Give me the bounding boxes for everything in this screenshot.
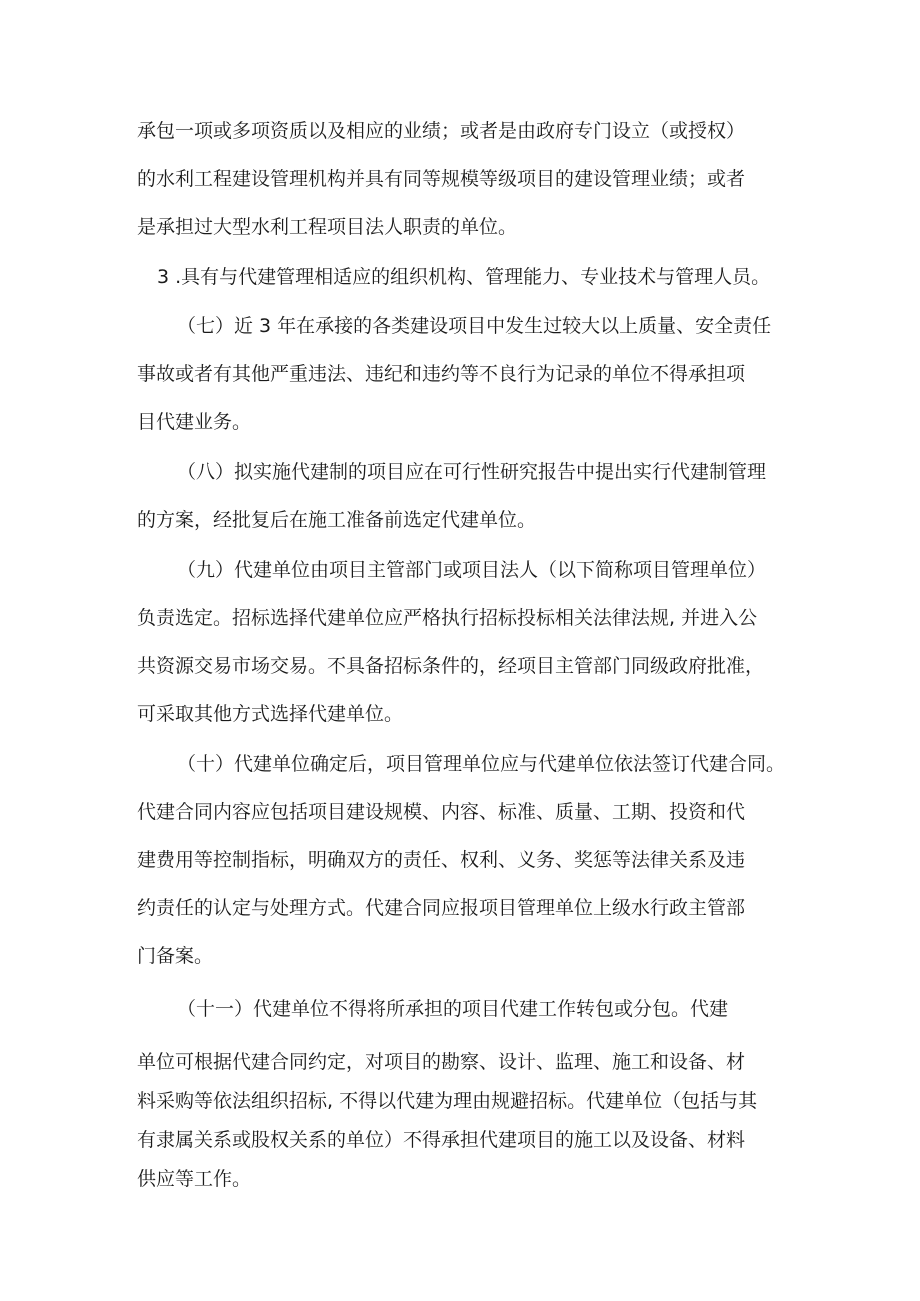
text-line: 目代建业务。	[137, 411, 252, 433]
text-line: 料采购等依法组织招标, 不得以代建为理由规避招标。代建单位（包括与其	[137, 1090, 758, 1112]
text-line: 负责选定。招标选择代建单位应严格执行招标投标相关法律法规, 并进入公	[137, 607, 758, 629]
text-line: 代建合同内容应包括项目建设规模、内容、标准、质量、工期、投资和代	[137, 801, 746, 823]
text-line: 建费用等控制指标，明确双方的责任、权利、义务、奖惩等法律关系及违	[137, 849, 746, 871]
text-line: （九）代建单位由项目主管部门或项目法人（以下简称项目管理单位）	[177, 559, 767, 581]
text-line: 共资源交易市场交易。不具备招标条件的，经项目主管部门同级政府批准，	[137, 655, 765, 677]
text-line: 有隶属关系或股权关系的单位）不得承担代建项目的施工以及设备、材料	[137, 1129, 746, 1151]
text-line: 的水利工程建设管理机构并具有同等规模等级项目的建设管理业绩；或者	[137, 168, 746, 190]
text-line: 承包一项或多项资质以及相应的业绩；或者是由政府专门设立（或授权）	[137, 120, 746, 142]
text-line: 3 .具有与代建管理相适应的组织机构、管理能力、专业技术与管理人员。	[157, 266, 771, 288]
text-line: （十一）代建单位不得将所承担的项目代建工作转包或分包。代建	[177, 998, 729, 1020]
text-line: 供应等工作。	[137, 1168, 252, 1190]
text-line: 约责任的认定与处理方式。代建合同应报项目管理单位上级水行政主管部	[137, 897, 746, 919]
text-line: （八）拟实施代建制的项目应在可行性研究报告中提出实行代建制管理	[177, 461, 767, 483]
text-line: 可采取其他方式选择代建单位。	[137, 703, 404, 725]
text-line: 的方案，经批复后在施工准备前选定代建单位。	[137, 509, 537, 531]
text-line: 是承担过大型水利工程项目法人职责的单位。	[137, 216, 518, 238]
text-line: （七）近 3 年在承接的各类建设项目中发生过较大以上质量、安全责任	[177, 315, 772, 337]
text-line: 单位可根据代建合同约定，对项目的勘察、设计、监理、施工和设备、材	[137, 1051, 746, 1073]
text-line: 事故或者有其他严重违法、违纪和违约等不良行为记录的单位不得承担项	[137, 363, 746, 385]
text-line: （十）代建单位确定后，项目管理单位应与代建单位依法签订代建合同。	[177, 753, 786, 775]
text-line: 门备案。	[137, 945, 214, 967]
